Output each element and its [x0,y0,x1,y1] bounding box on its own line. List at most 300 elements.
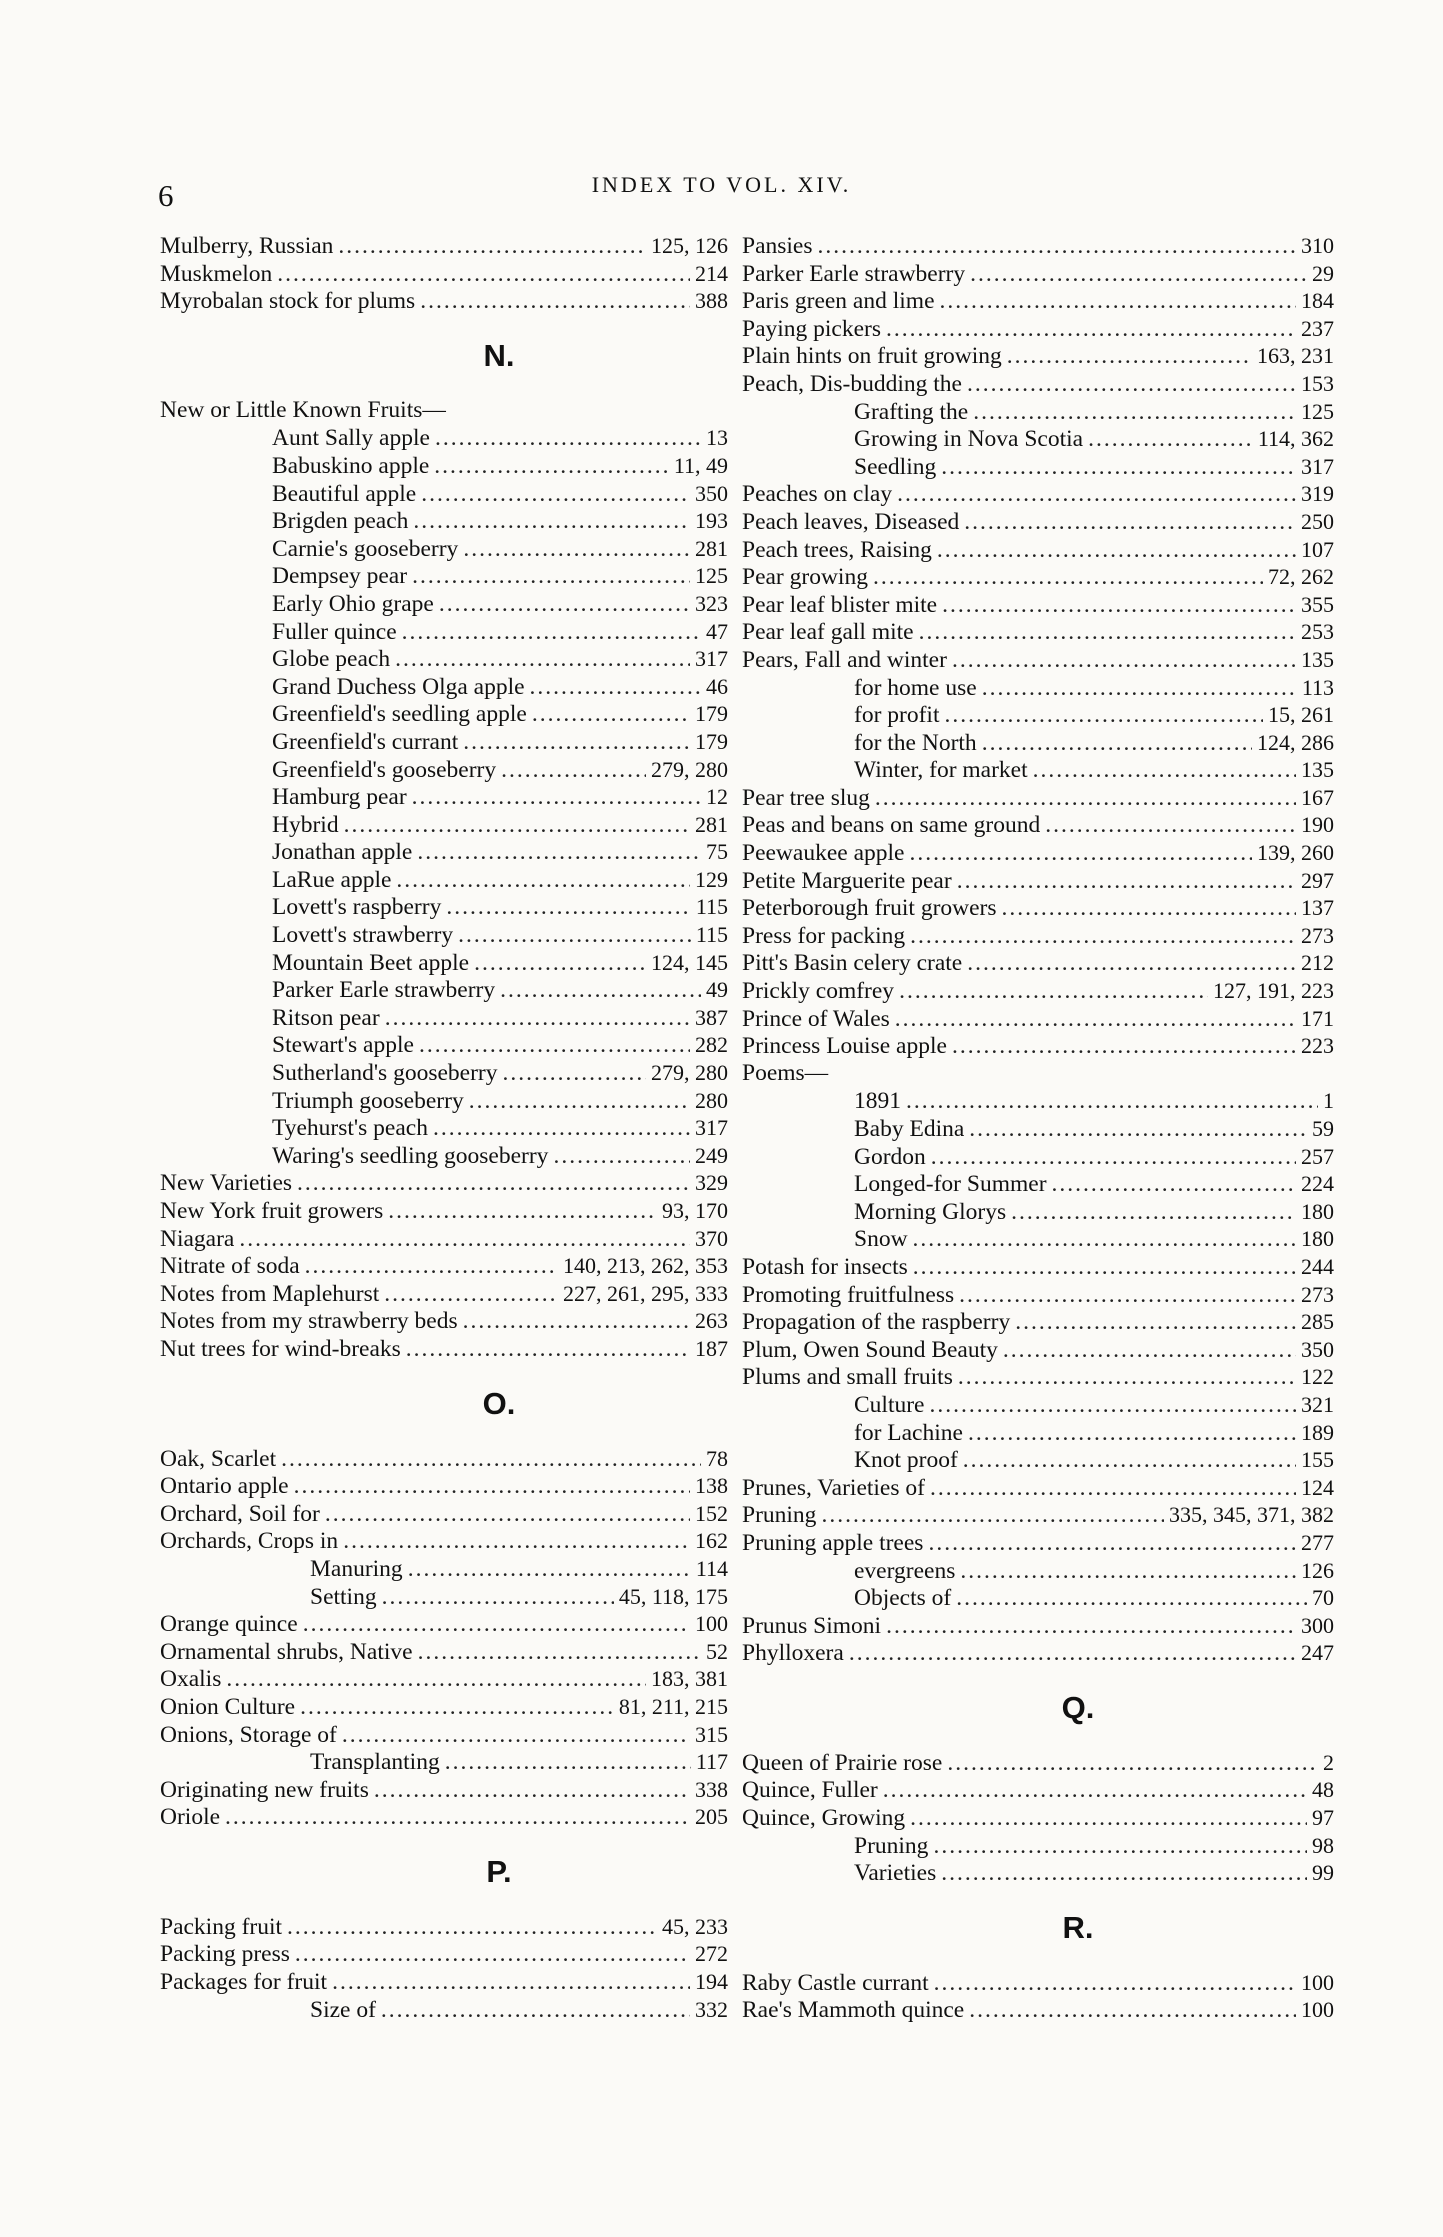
entry-pages: 171 [1301,1005,1334,1031]
index-entry [742,1832,1334,1860]
index-entry [160,1665,728,1693]
entry-pages: 129 [695,866,728,892]
index-entry [742,1170,1334,1198]
entry-pages: 100 [695,1611,728,1637]
entry-pages: 282 [695,1032,728,1058]
entry-pages: 72, 262 [1268,564,1334,590]
dot-leader [406,1336,690,1364]
entry-term: Longed-for Summer [854,1171,1047,1198]
entry-term: Ornamental shrubs, Native [160,1638,413,1665]
entry-pages: 167 [1301,784,1334,810]
entry-pages: 257 [1301,1143,1334,1169]
entry-term: 1891 [854,1088,901,1115]
entry-pages: 187 [695,1335,728,1361]
entry-pages: 107 [1301,536,1334,562]
entry-term: Triumph gooseberry [272,1087,464,1114]
entry-term: for Lachine [854,1419,963,1446]
dot-leader [913,1254,1296,1282]
entry-pages: 355 [1301,591,1334,617]
index-entry [160,590,728,618]
index-entry [742,867,1334,895]
dot-leader [941,1860,1307,1888]
dot-leader [886,316,1296,344]
entry-pages: 338 [695,1776,728,1802]
dot-leader [821,1502,1164,1530]
entry-term: Setting [310,1583,377,1610]
entry-term: Pitt's Basin celery crate [742,950,963,977]
entry-pages: 15, 261 [1268,702,1334,728]
index-entry [742,1501,1334,1529]
index-entry [160,1748,728,1776]
index-entry [742,1612,1334,1640]
index-column-right [742,232,1334,2024]
entry-term: Manuring [310,1555,403,1582]
index-entry [160,287,728,315]
entry-pages: 45, 233 [662,1913,728,1939]
index-entry [160,1225,728,1253]
index-entry [160,893,728,921]
entry-pages: 155 [1301,1447,1334,1473]
entry-pages: 49 [706,977,728,1003]
dot-leader [934,1970,1296,1998]
dot-leader [381,1997,690,2025]
entry-pages: 310 [1301,233,1334,258]
dot-leader [344,812,690,840]
dot-leader [303,1611,690,1639]
dot-leader [1033,757,1296,785]
entry-pages: 279, 280 [651,756,728,782]
index-entry [160,756,728,784]
entry-term: Lovett's strawberry [272,922,454,949]
dot-leader [982,730,1252,758]
entry-term: Size of [310,1996,376,2023]
index-entry [160,1940,728,1968]
index-entry [742,536,1334,564]
index-entry [160,1527,728,1555]
entry-pages: 179 [695,701,728,727]
entry-pages: 153 [1301,370,1334,396]
dot-leader [500,977,701,1005]
index-entry [742,756,1334,784]
index-entry [160,1472,728,1500]
index-entry [160,976,728,1004]
index-entry [742,287,1334,315]
index-entry [160,397,728,425]
index-entry [160,1307,728,1335]
entry-term: Peas and beans on same ground [742,812,1041,839]
dot-leader [1011,1199,1296,1227]
dot-leader [332,1969,690,1997]
entry-pages: 205 [695,1804,728,1830]
dot-leader [982,675,1297,703]
index-entry [742,1776,1334,1804]
entry-pages: 139, 260 [1257,840,1334,866]
index-entry [160,921,728,949]
index-entry [160,700,728,728]
entry-term: Peach, Dis-budding the [742,370,962,397]
index-entry [742,425,1334,453]
entry-term: Parker Earle strawberry [272,977,496,1004]
section-letter-r: R. [1062,1909,1094,1945]
dot-leader [970,261,1307,289]
entry-term: Orchards, Crops in [160,1528,339,1555]
dot-leader [445,1749,691,1777]
entry-pages: 13 [706,425,728,451]
dot-leader [941,454,1296,482]
dot-leader [899,978,1208,1006]
entry-pages: 125 [1301,398,1334,424]
entry-term: Pruning apple trees [742,1529,924,1556]
index-entry [160,232,728,260]
entry-term: Stewart's apple [272,1032,414,1059]
entry-term: Beautiful apple [272,480,417,507]
index-entry [742,1253,1334,1281]
entry-term: Babuskino apple [272,452,430,479]
dot-leader [501,757,646,785]
index-entry [742,701,1334,729]
entry-term: Nut trees for wind-breaks [160,1335,401,1362]
dot-leader [960,1558,1296,1586]
entry-pages: 1 [1323,1088,1334,1114]
section-letter-o: O. [482,1385,516,1421]
index-entry [742,646,1334,674]
index-entry [742,1143,1334,1171]
dot-leader [973,399,1296,427]
index-entry [742,1336,1334,1364]
entry-pages: 281 [695,811,728,837]
entry-term: Knot proof [854,1447,958,1474]
entry-pages: 332 [695,1996,728,2022]
entry-pages: 184 [1301,288,1334,314]
entry-pages: 317 [695,646,728,672]
index-entry [160,1996,728,2024]
dot-leader [295,1941,690,1969]
dot-leader [300,1694,614,1722]
entry-term: Pear tree slug [742,784,870,811]
index-entry [742,839,1334,867]
index-entry [160,1252,728,1280]
index-entry [742,1639,1334,1667]
entry-pages: 117 [695,1749,728,1775]
entry-term: Press for packing [742,922,906,949]
page-number: 6 [158,178,174,213]
index-entry [160,1803,728,1831]
index-entry [160,1169,728,1197]
entry-pages: 99 [1312,1860,1334,1886]
dot-leader [964,509,1296,537]
entry-term: Grand Duchess Olga apple [272,673,525,700]
index-entry [742,1529,1334,1557]
index-entry [742,1308,1334,1336]
entry-pages: 350 [1301,1336,1334,1362]
dot-leader [969,1116,1307,1144]
entry-pages: 214 [695,260,728,286]
entry-term: Onions, Storage of [160,1721,337,1748]
dot-leader [463,536,690,564]
entry-term: Phylloxera [742,1640,844,1667]
entry-pages: 125, 126 [651,233,728,258]
entry-term: Pruning [854,1832,929,1859]
entry-term: Peterborough fruit growers [742,895,997,922]
entry-pages: 329 [695,1170,728,1196]
dot-leader [413,508,690,536]
entry-term: Pruning [742,1502,817,1529]
dot-leader [463,1308,690,1336]
dot-leader [338,233,646,261]
entry-pages: 137 [1301,895,1334,921]
dot-leader [875,785,1296,813]
index-entry [742,1087,1334,1115]
entry-term: for home use [854,674,977,701]
entry-pages: 323 [695,590,728,616]
dot-leader [937,537,1296,565]
entry-pages: 244 [1301,1253,1334,1279]
entry-pages: 279, 280 [651,1060,728,1086]
index-entry [742,398,1334,426]
entry-term: Plum, Owen Sound Beauty [742,1336,998,1363]
entry-term: Mulberry, Russian [160,233,334,259]
entry-term: Prunes, Varieties of [742,1474,925,1501]
entry-pages: 114, 362 [1257,426,1334,452]
index-entry [160,1913,728,1941]
index-entry [742,1557,1334,1585]
index-entry [160,1280,728,1308]
entry-pages: 125 [695,563,728,589]
entry-pages: 335, 345, 371, 382 [1169,1502,1334,1528]
dot-leader [906,1088,1318,1116]
dot-leader [1003,1337,1296,1365]
entry-term: Poems— [742,1059,829,1086]
index-entry [742,315,1334,343]
dot-leader [883,1777,1307,1805]
dot-leader [458,922,691,950]
index-entry [160,1031,728,1059]
index-entry [742,811,1334,839]
dot-leader [910,1805,1307,1833]
entry-term: Paying pickers [742,315,882,342]
index-entry [160,673,728,701]
entry-pages: 138 [695,1473,728,1499]
entry-pages: 281 [695,535,728,561]
dot-leader [919,619,1296,647]
entry-term: Waring's seedling gooseberry [272,1142,549,1169]
dot-leader [1002,895,1296,923]
index-entry [160,1610,728,1638]
entry-pages: 387 [695,1004,728,1030]
entry-term: Growing in Nova Scotia [854,426,1084,453]
index-entry [160,1776,728,1804]
entry-term: Petite Marguerite pear [742,867,952,894]
dot-leader [1045,812,1296,840]
index-entry [742,1446,1334,1474]
entry-pages: 48 [1312,1777,1334,1803]
index-entry [742,1996,1334,2024]
dot-leader [412,784,701,812]
index-entry [742,922,1334,950]
dot-leader [412,563,690,591]
dot-leader [225,1804,690,1832]
entry-pages: 113 [1301,674,1334,700]
dot-leader [421,481,690,509]
index-entry [742,1363,1334,1391]
entry-term: Pear growing [742,564,868,591]
entry-term: Pears, Fall and winter [742,646,947,673]
entry-pages: 180 [1301,1226,1334,1252]
dot-leader [446,894,690,922]
dot-leader [435,425,701,453]
entry-term: Seedling [854,453,937,480]
entry-pages: 370 [695,1225,728,1251]
entry-pages: 224 [1301,1171,1334,1197]
entry-term: Packages for fruit [160,1969,328,1996]
index-entry [160,1087,728,1115]
entry-pages: 249 [695,1142,728,1168]
index-entry [160,645,728,673]
index-entry [160,728,728,756]
entry-pages: 75 [706,839,728,865]
entry-term: Potash for insects [742,1253,908,1280]
index-entry [742,1032,1334,1060]
entry-pages: 163, 231 [1257,343,1334,369]
entry-pages: 272 [695,1941,728,1967]
index-entry [742,949,1334,977]
entry-term: Morning Glorys [854,1198,1007,1225]
index-entry [160,535,728,563]
index-entry [160,1142,728,1170]
entry-term: Parker Earle strawberry [742,260,966,287]
entry-term: Jonathan apple [272,839,413,866]
dot-leader [297,1170,690,1198]
entry-term: Winter, for market [854,757,1028,784]
dot-leader [873,564,1263,592]
entry-pages: 59 [1312,1116,1334,1141]
entry-term: Quince, Fuller [742,1777,878,1804]
entry-term: Ritson pear [272,1004,380,1031]
entry-pages: 2 [1323,1749,1334,1775]
entry-term: Pansies [742,233,813,259]
dot-leader [402,619,701,647]
index-entry [160,783,728,811]
index-entry [742,977,1334,1005]
entry-pages: 115 [695,922,728,948]
dot-leader [1015,1309,1296,1337]
entry-pages: 388 [695,288,728,314]
index-entry [742,1391,1334,1419]
entry-pages: 190 [1301,812,1334,838]
dot-leader [957,868,1296,896]
dot-leader [952,1033,1296,1061]
dot-leader [277,261,690,289]
entry-term: Peach trees, Raising [742,536,932,563]
index-entry [160,1583,728,1611]
entry-term: Orchard, Soil for [160,1500,320,1527]
entry-pages: 70 [1312,1585,1334,1611]
entry-term: Transplanting [310,1749,440,1776]
entry-term: Raby Castle currant [742,1969,929,1996]
entry-term: Dempsey pear [272,563,408,590]
index-entry [742,563,1334,591]
entry-term: New or Little Known Fruits— [160,396,446,423]
dot-leader [931,1144,1296,1172]
dot-leader [418,1639,701,1667]
entry-pages: 29 [1312,260,1334,286]
dot-leader [947,1750,1318,1778]
index-entry [742,342,1334,370]
entry-term: Prickly comfrey [742,978,895,1005]
index-entry [160,866,728,894]
entry-term: Plain hints on fruit growing [742,343,1002,370]
entry-pages: 273 [1301,1281,1334,1307]
index-entry [742,1969,1334,1997]
entry-term: Packing fruit [160,1913,283,1940]
dot-leader [930,1475,1296,1503]
entry-term: LaRue apple [272,866,392,893]
entry-pages: 47 [706,618,728,644]
entry-term: Varieties [854,1860,937,1887]
index-entry [160,949,728,977]
entry-pages: 162 [695,1528,728,1554]
entry-term: Culture [854,1391,925,1418]
entry-term: Hamburg pear [272,784,407,811]
entry-term: Oriole [160,1804,221,1831]
entry-pages: 223 [1301,1033,1334,1059]
entry-pages: 126 [1301,1557,1334,1583]
entry-pages: 46 [706,673,728,699]
entry-term: Promoting fruitfulness [742,1281,955,1308]
entry-pages: 52 [706,1638,728,1664]
entry-term: Propagation of the raspberry [742,1309,1011,1336]
index-entry [160,562,728,590]
index-entry [742,1749,1334,1777]
entry-pages: 11, 49 [673,452,728,478]
dot-leader [433,1115,690,1143]
index-entry [160,424,728,452]
entry-pages: 127, 191, 223 [1213,978,1334,1004]
entry-pages: 189 [1301,1419,1334,1445]
index-entry [742,260,1334,288]
index-entry [742,1419,1334,1447]
entry-term: Niagara [160,1225,235,1252]
entry-pages: 193 [695,508,728,534]
entry-pages: 135 [1301,646,1334,672]
dot-leader [933,1833,1307,1861]
dot-leader [417,839,701,867]
entry-term: Originating new fruits [160,1776,369,1803]
entry-term: Peach leaves, Diseased [742,508,960,535]
entry-pages: 247 [1301,1640,1334,1666]
index-entry [160,1059,728,1087]
entry-pages: 100 [1301,1997,1334,2023]
entry-term: Mountain Beet apple [272,949,470,976]
entry-pages: 250 [1301,508,1334,534]
entry-term: Greenfield's currant [272,728,459,755]
dot-leader [385,1005,690,1033]
dot-leader [1088,426,1253,454]
index-entry [160,1335,728,1363]
dot-leader [343,1528,690,1556]
dot-leader [958,1364,1296,1392]
index-entry [160,1197,728,1225]
index-entry [742,232,1334,260]
entry-pages: 227, 261, 295, 333 [563,1280,728,1306]
dot-leader [239,1226,690,1254]
index-entry [160,1004,728,1032]
dot-leader [419,1032,690,1060]
entry-term: Snow [854,1226,908,1253]
index-entry [160,1968,728,1996]
dot-leader [420,288,690,316]
entry-term: Rae's Mammoth quince [742,1997,965,2024]
